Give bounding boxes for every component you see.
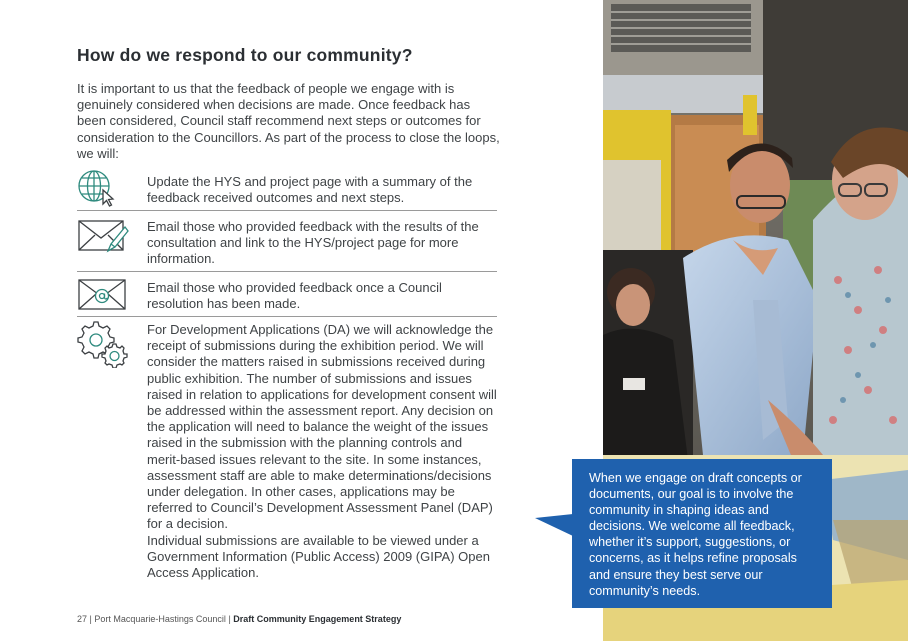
callout-box [572, 459, 832, 608]
step-text: Email those who provided feedback with the results of the consultation and link to the HYS/project page for more information. [147, 219, 479, 267]
response-steps-list [77, 168, 497, 581]
callout-tail [535, 514, 575, 538]
step-item-update-hys [77, 168, 497, 211]
footer-doc-title: Draft Community Engagement Strategy [233, 614, 402, 624]
footer-org: Port Macquarie-Hastings Council [94, 614, 226, 624]
page-number: 27 [77, 614, 88, 624]
page-heading: How do we respond to our community? [77, 45, 413, 65]
intro-paragraph: It is important to us that the feedback of people we engage with is genuinely considered when decisions are made. Once feedback has been considered, Council staff recommend next steps or outcomes for consideration to the Councillors. As part of the process to close the loops, we will: [77, 81, 500, 161]
envelope-at-icon [77, 278, 129, 317]
footer-separator: | [89, 614, 95, 624]
step-item-email-resolution [77, 272, 497, 317]
step-text: Email those who provided feedback once a Council resolution has been made. [147, 280, 442, 312]
footer-separator: | [228, 614, 234, 624]
step-text-da: For Development Applications (DA) we will acknowledge the receipt of submissions during the exhibition period. We will consider the matters raised in submissions received during public exhibition. The number of submissions and issues raised in relation to applications for development consent will be addressed within the assessment report. Any decision on the application will need to balance the weight of the issues raised in the submission with the planning controls and merit-based issues relevant to the site. In some instances, assessment staff are able to make determinations/decisions under delegation. In other cases, applications may be referred to Council’s Development Assessment Panel (DAP) for a decision. [147, 322, 497, 532]
page-footer [77, 614, 401, 624]
step-text [147, 317, 497, 581]
step-item-email-results [77, 211, 497, 272]
globe-cursor-icon [77, 168, 117, 213]
callout-text: When we engage on draft concepts or documents, our goal is to involve the community in shaping ideas and decisions. We welcome all feedback, whether it’s support, suggestions, or concerns, as it helps refine proposals and ensure they best serve our community’s needs. [589, 471, 802, 598]
step-item-development-applications [77, 317, 497, 581]
step-text: Update the HYS and project page with a summary of the feedback received outcomes and next steps. [147, 174, 473, 206]
envelope-pen-icon [77, 218, 129, 259]
step-text-gipa: Individual submissions are available to be viewed under a Government Information (Public Access) 2009 (GIPA) Open Access Application. [147, 532, 490, 581]
gears-icon [77, 320, 129, 373]
